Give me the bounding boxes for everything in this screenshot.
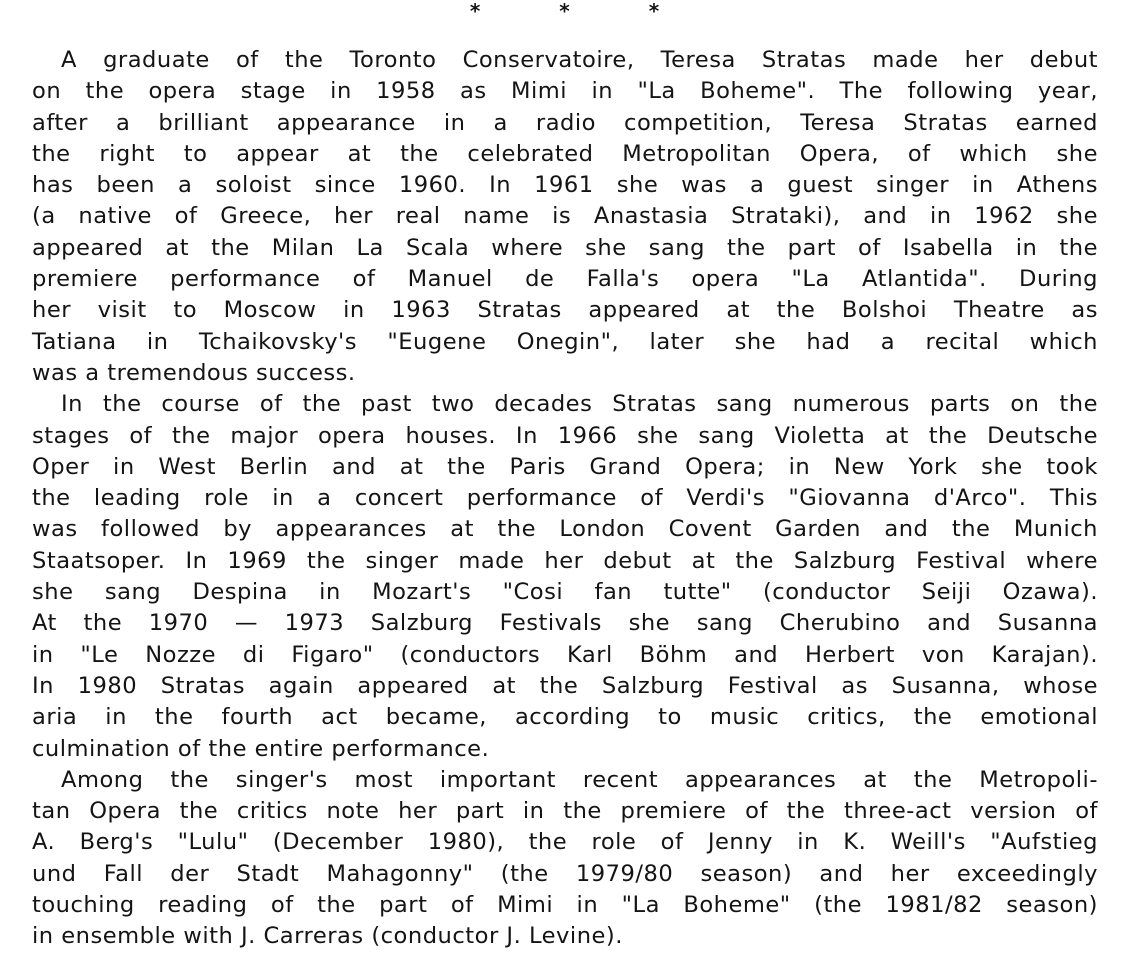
text-line: tan Opera the critics note her part in the premiere of the three-act version of: [32, 798, 1098, 825]
text-line: Staatsoper. In 1969 the singer made her debut at the Salzburg Festival where: [32, 547, 1098, 574]
paragraph-1: [32, 45, 1098, 389]
text-line: culmination of the entire performance.: [32, 735, 490, 762]
text-line: on the opera stage in 1958 as Mimi in "La Boheme". The following year,: [32, 78, 1098, 105]
text-line: was followed by appearances at the London Covent Garden and the Munich: [32, 516, 1098, 543]
text-line: A graduate of the Toronto Conservatoire, Teresa Stratas made her debut: [61, 47, 1098, 73]
text-line: premiere performance of Manuel de Falla's opera "La Atlantida". During: [32, 266, 1098, 293]
text-line: Among the singer's most important recent appearances at the Metropoli-: [61, 766, 1098, 793]
text-line: touching reading of the part of Mimi in "La Boheme" (the 1981/82 season): [32, 892, 1098, 919]
text-line: Tatiana in Tchaikovsky's "Eugene Onegin", later she had a recital which: [32, 328, 1098, 355]
paragraph-3: [32, 765, 1098, 953]
text-line: has been a soloist since 1960. In 1961 she was a guest singer in Athens: [32, 172, 1098, 199]
section-separator: * * *: [469, 0, 696, 23]
text-line: (a native of Greece, her real name is Anastasia Strataki), and in 1962 she: [32, 203, 1098, 230]
text-line: und Fall der Stadt Mahagonny" (the 1979/80 season) and her exceedingly: [32, 860, 1098, 887]
paragraph-2: [32, 389, 1098, 765]
text-line: stages of the major opera houses. In 1966 she sang Violetta at the Deutsche: [32, 422, 1098, 449]
text-line: the right to appear at the celebrated Metropolitan Opera, of which she: [32, 140, 1098, 167]
text-line: after a brilliant appearance in a radio competition, Teresa Stratas earned: [32, 109, 1098, 136]
text-line: in ensemble with J. Carreras (conductor J. Levine).: [32, 923, 623, 950]
text-line: in "Le Nozze di Figaro" (conductors Karl Böhm and Herbert von Karajan).: [32, 641, 1098, 668]
text-line: the leading role in a concert performance of Verdi's "Giovanna d'Arco". This: [32, 485, 1098, 512]
text-line: she sang Despina in Mozart's "Cosi fan tutte" (conductor Seiji Ozawa).: [32, 579, 1098, 606]
text-line: was a tremendous success.: [32, 359, 356, 386]
text-line: Oper in West Berlin and at the Paris Grand Opera; in New York she took: [32, 453, 1098, 480]
text-line: appeared at the Milan La Scala where she sang the part of Isabella in the: [32, 234, 1098, 261]
text-line: A. Berg's "Lulu" (December 1980), the role of Jenny in K. Weill's "Aufstieg: [32, 829, 1098, 856]
text-line: In 1980 Stratas again appeared at the Salzburg Festival as Susanna, whose: [32, 672, 1098, 699]
text-line: aria in the fourth act became, according to music critics, the emotional: [32, 704, 1098, 731]
text-line: her visit to Moscow in 1963 Stratas appeared at the Bolshoi Theatre as: [32, 297, 1098, 324]
text-line: At the 1970 — 1973 Salzburg Festivals she sang Cherubino and Susanna: [32, 610, 1098, 637]
body-text: [32, 45, 1098, 953]
text-line: In the course of the past two decades Stratas sang numerous parts on the: [61, 391, 1098, 418]
